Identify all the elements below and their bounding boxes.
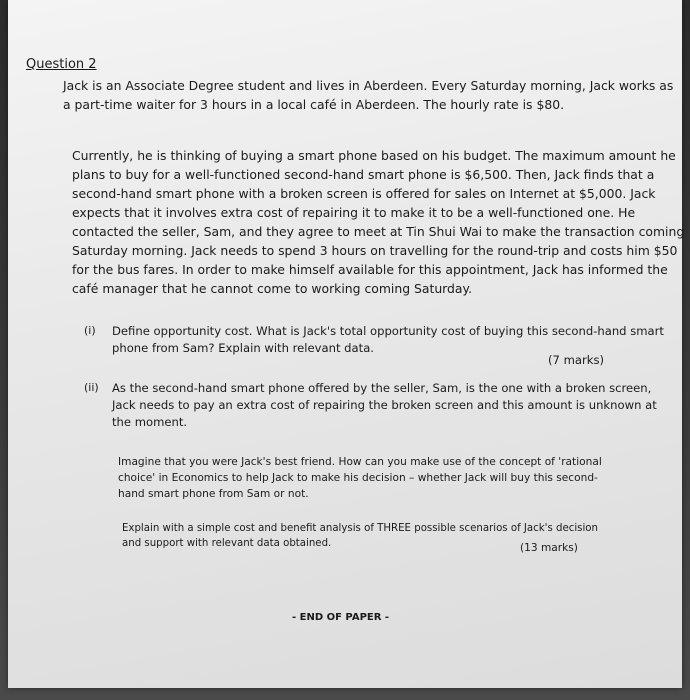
imagine-line-2: choice' in Economics to help Jack to make his decision – whether Jack will buy this second-: [118, 472, 598, 484]
part-i-line-1: Define opportunity cost. What is Jack's total opportunity cost of buying this second-hand smart: [112, 324, 664, 338]
intro-line-2: a part-time waiter for 3 hours in a local café in Aberdeen. The hourly rate is $80.: [63, 97, 565, 112]
part-ii-line-2: Jack needs to pay an extra cost of repairing the broken screen and this amount is unknown at: [112, 398, 657, 412]
explain-line-2: and support with relevant data obtained.: [122, 538, 332, 549]
paragraph-line-6: Saturday morning. Jack needs to spend 3 hours on travelling for the round-trip and costs him $50: [72, 243, 678, 258]
imagine-line-3: hand smart phone from Sam or not.: [118, 488, 309, 500]
paragraph-line-1: Currently, he is thinking of buying a smart phone based on his budget. The maximum amount he: [72, 148, 676, 163]
part-i-number: (i): [84, 324, 96, 337]
intro-line-1: Jack is an Associate Degree student and lives in Aberdeen. Every Saturday morning, Jack works as: [63, 78, 674, 93]
part-ii-line-3: the moment.: [112, 415, 188, 429]
part-ii-marks: (13 marks): [520, 542, 578, 554]
paragraph-line-4: expects that it involves extra cost of repairing it to make it to be a well-functioned one. He: [72, 205, 636, 220]
paragraph-line-2: plans to buy for a well-functioned second-hand smart phone is $6,500. Then, Jack finds that a: [72, 167, 655, 182]
part-i-marks: (7 marks): [548, 353, 605, 367]
end-of-paper: - END OF PAPER -: [292, 612, 390, 623]
explain-line-1: Explain with a simple cost and benefit analysis of THREE possible scenarios of Jack's decision: [122, 523, 599, 534]
imagine-line-1: Imagine that you were Jack's best friend. How can you make use of the concept of 'rational: [118, 456, 602, 468]
part-i-line-2: phone from Sam? Explain with relevant data.: [112, 341, 374, 355]
paragraph-line-8: café manager that he cannot come to working coming Saturday.: [72, 281, 473, 296]
paragraph-line-7: for the bus fares. In order to make himself available for this appointment, Jack has informed the: [72, 262, 668, 277]
part-ii-line-1: As the second-hand smart phone offered by the seller, Sam, is the one with a broken screen,: [112, 381, 652, 395]
paragraph-line-3: second-hand smart phone with a broken screen is offered for sales on Internet at $5,000. Jack: [72, 186, 656, 201]
exam-paper: [8, 0, 685, 688]
question-title: Question 2: [26, 57, 97, 72]
part-ii-number: (ii): [84, 381, 99, 394]
paragraph-line-5: contacted the seller, Sam, and they agree to meet at Tin Shui Wai to make the transaction coming: [72, 224, 685, 239]
